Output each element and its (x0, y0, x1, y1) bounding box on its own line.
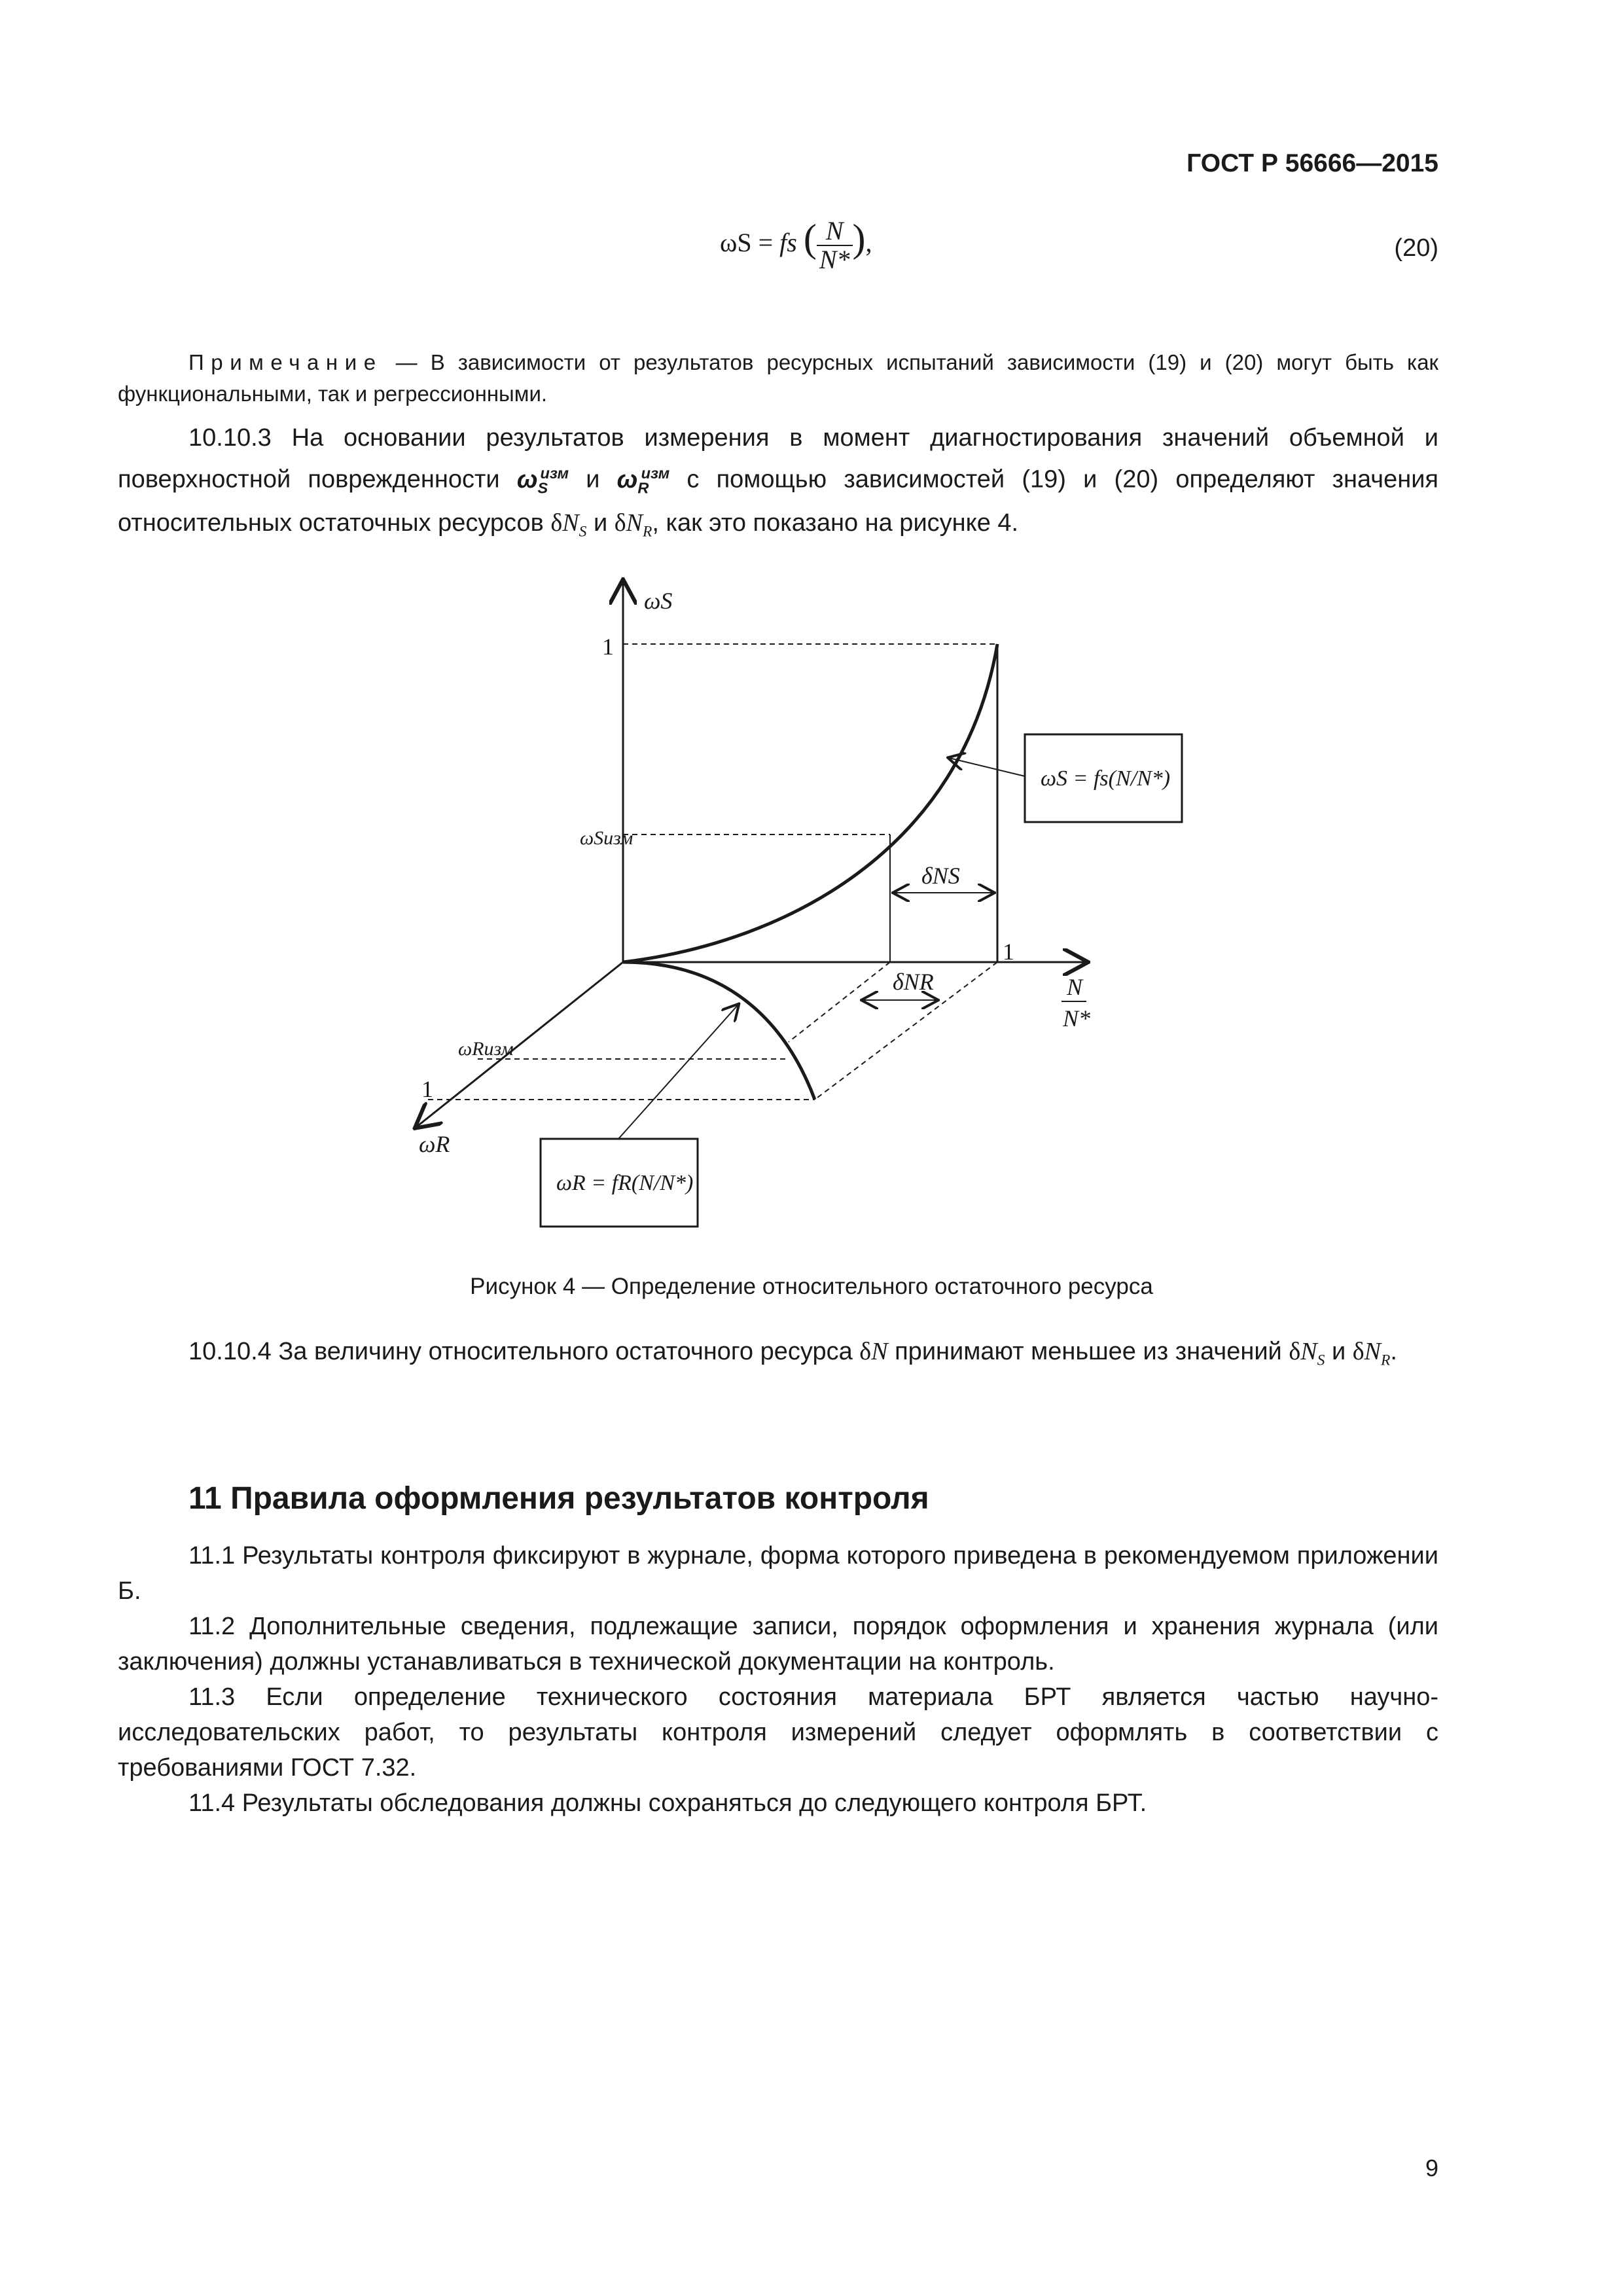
box-r-text: ωR = fR(N/N*) (556, 1171, 694, 1195)
curve-omega-r (623, 962, 815, 1100)
label-n: N (1067, 974, 1083, 1000)
paragraph-11-3: 11.3 Если определение технического состояния материала БРТ является частью научно-исследовательских работ, то результаты контроля измерений следует оформлять в соответствии с требованиями ГОСТ 7.32. (118, 1683, 1438, 1782)
omega-s-meas: $\omega_S^{изм}$ (516, 465, 569, 497)
tick-one-s: 1 (602, 634, 614, 660)
delta-ns-inline: $\delta N_S$ (550, 509, 587, 541)
formula-20: ωS = fs ( $\frac{N}{N*}$ ), (720, 215, 872, 274)
note-label: Примечание (188, 350, 383, 374)
figure-caption: Рисунок 4 — Определение относительного остаточного ресурса (470, 1274, 1153, 1299)
paragraph-11-4: 11.4 Результаты обследования должны сохраняться до следующего контроля БРТ. (188, 1789, 1147, 1817)
label-delta-nr: δNR (893, 969, 934, 995)
paragraph-10-10-3: 10.10.3 На основании результатов измерения в момент диагностирования значений объемной и поверхностной поврежденности $\omega_S^{изм}$ и $\omega_R^{изм}$ с помощью зависимостей (19) и (20) определяют значения относительных остаточных ресурсов $\delta N_S$ и $\delta N_R$, как это показано на рисунке 4. (118, 424, 1438, 541)
axis-label-omega-r: ωR (419, 1131, 450, 1157)
axis-label-omega-s: ωS (644, 588, 673, 614)
label-n-star: N* (1063, 1005, 1091, 1031)
section-11-title: 11 Правила оформления результатов контроля (188, 1481, 929, 1516)
page-number: 9 (1425, 2155, 1438, 2181)
paragraph-10-10-4: 10.10.4 За величину относительного остаточного ресурса δN принимают меньшее из значений $\delta N_S$ и $\delta N_R$. (188, 1338, 1397, 1369)
label-delta-ns: δNS (921, 863, 960, 889)
delta-nr-inline: $\delta N_R$ (614, 509, 652, 541)
tick-one-r: 1 (421, 1076, 433, 1102)
note-text: — В зависимости от результатов ресурсных испытаний зависимости (19) и (20) могут быть как функциональными, так и регрессионными. (118, 350, 1438, 406)
label-omega-r-meas: ωRизм (458, 1038, 514, 1060)
formula-func: fs (779, 228, 797, 257)
curve-omega-s (623, 644, 997, 962)
omega-r-meas: $\omega_R^{изм}$ (616, 465, 670, 497)
formula-lhs: ωS (720, 228, 752, 257)
label-omega-s-meas: ωSизм (580, 827, 633, 849)
tick-one-n: 1 (1003, 939, 1014, 965)
equation-number: (20) (1394, 234, 1438, 262)
box-s-text: ωS = fs(N/N*) (1041, 766, 1171, 791)
paragraph-11-1: 11.1 Результаты контроля фиксируют в журнале, форма которого приведена в рекомендуемом приложении Б. (118, 1542, 1438, 1605)
paragraph-11-2: 11.2 Дополнительные сведения, подлежащие записи, порядок оформления и хранения журнала (или заключения) должны устанавливаться в технической документации на контроль. (118, 1613, 1438, 1676)
standard-header: ГОСТ Р 56666—2015 (1186, 149, 1438, 177)
axis-omega-r (416, 962, 623, 1127)
